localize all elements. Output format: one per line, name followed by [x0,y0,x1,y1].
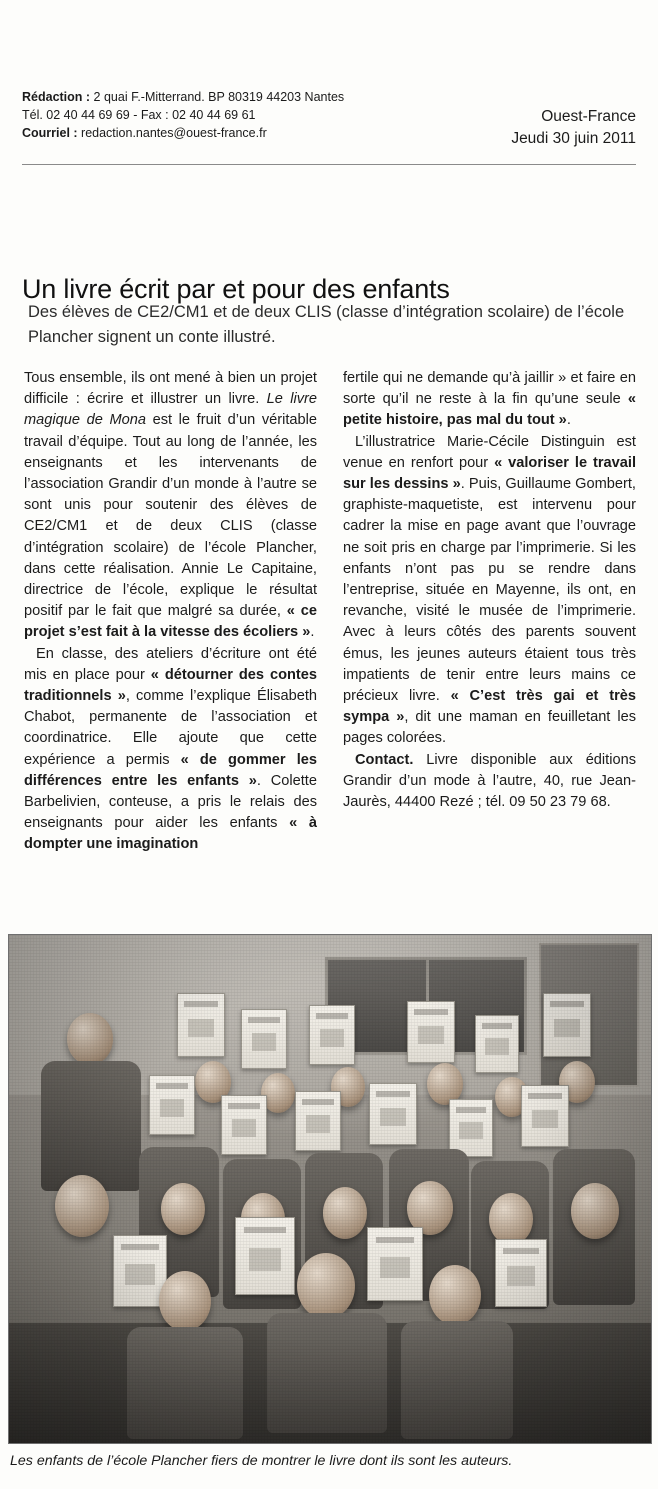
paragraph [24,644,317,856]
redaction-value: 2 quai F.-Mitterrand. BP 80319 44203 Nantes [90,90,345,104]
tel-line: Tél. 02 40 44 69 69 - Fax : 02 40 44 69 61 [22,108,256,122]
text-run: . [566,412,571,429]
masthead [22,88,636,150]
courriel-line [22,124,344,142]
courriel-label: Courriel : [22,126,78,140]
paragraph [24,368,317,644]
quote-bold: « de gommer les différences entre les enfants » [24,751,317,789]
text-run: fertile qui ne demande qu’à jaillir » et faire en sorte qu’il ne reste à la fin qu’une seule [343,370,636,408]
publication-name: Ouest-France [541,108,636,125]
courriel-value: redaction.nantes@ouest-france.fr [77,126,267,140]
article-column-2 [343,368,636,856]
article-standfirst: Des élèves de CE2/CM1 et de deux CLIS (classe d’intégration scolaire) de l’école Plancher signent un conte illustré. [28,303,625,346]
article-photo [8,934,652,1444]
text-run: . [310,624,315,641]
contact-paragraph [343,750,636,814]
masthead-contact-block [22,88,344,142]
quote-bold: « petite histoire, pas mal du tout » [343,391,636,429]
book-title-italic: Le livre magique de Mona [24,391,317,429]
quote-bold: « ce projet s’est fait à la vitesse des écoliers » [24,603,318,641]
article-column-1 [24,368,317,856]
page-title: Un livre écrit par et pour des enfants [22,274,450,305]
quote-bold: « C’est très gai et très sympa » [343,688,636,726]
article-body [24,368,636,856]
text-run: , comme l’explique Élisabeth Chabot, permanente de l’association et coordinatrice. Elle ajoute que cette expérience a permis [24,688,317,768]
text-run: L’illustratrice Marie-Cécile Distinguin est venue en renfort pour [343,433,636,471]
text-run: Tous ensemble, ils ont mené à bien un projet difficile : écrire et illustrer un livre. [24,370,317,408]
quote-bold: « à dompter une imagination [24,815,317,853]
quote-bold: « détourner des contes traditionnels » [24,666,318,705]
publication-date: Jeudi 30 juin 2011 [511,130,636,147]
masthead-publication-block [511,88,636,150]
redaction-line [22,88,344,106]
redaction-label: Rédaction : [22,90,91,104]
quote-bold: « valoriser le travail sur les dessins » [343,454,637,493]
photo-grain [9,935,651,1443]
text-run: . Puis, Guillaume Gombert, graphiste-maquetiste, est intervenu pour cadrer la mise en page avant que l’ouvrage ne soit pris en charge par l’imprimerie. Si les enfants n’ont pas pu se rendre dans l’entreprise, située en Mayenne, ils ont, en revanche, visité le musée de l’imprimerie. Avec à leurs côtés des parents souvent émus, les jeunes auteurs étaient tous très impatients de tenir entre leurs mains ce précieux livre. [343,476,636,705]
paragraph [343,368,636,432]
text-run: . Colette Barbelivien, conteuse, a pris le relais des enseignants pour aider les enfants [24,772,317,832]
text-run: En classe, des ateliers d’écriture ont été mis en place pour [24,645,317,683]
contact-label: Contact. [355,751,414,768]
paragraph [343,432,636,750]
photo-scene [9,935,651,1443]
header-divider [22,164,636,165]
contact-details: Livre disponible aux éditions Grandir d’un mode à l’autre, 40, rue Jean-Jaurès, 44400 Rezé ; tél. 09 50 23 79 68. [343,751,636,811]
text-run: , dit une maman en feuilletant les pages colorées. [343,709,636,747]
photo-caption: Les enfants de l’école Plancher fiers de montrer le livre dont ils sont les auteurs. [10,1453,513,1469]
text-run: est le fruit d’un véritable travail d’équipe. Tout au long de l’année, les enseignants et les intervenants de l’association Grandir d’un monde à l’autre se sont unis pour soutenir des élèves de CE2/CM1 et de deux CLIS (classe d’intégration scolaire) de l’école Plancher, dans cette réalisation. Annie Le Capitaine, directrice de l’école, explique le résultat positif par le fait que malgré sa durée, [24,412,317,620]
